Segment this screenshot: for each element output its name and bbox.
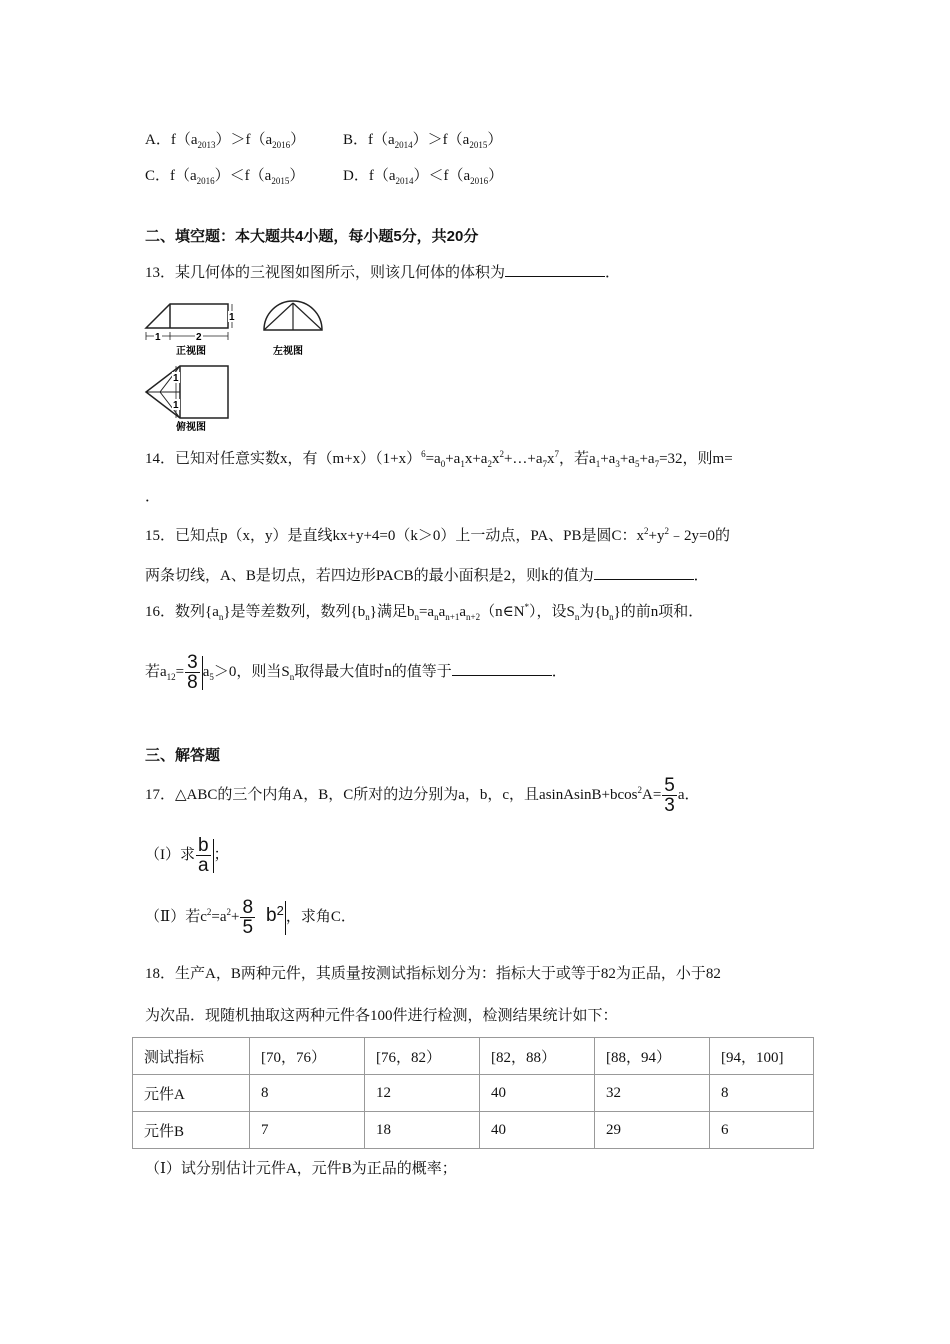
option-a-sub1: 2013 (197, 140, 216, 150)
question-18-line1: 18．生产A，B两种元件，其质量按测试指标划分为：指标大于或等于82为正品，小于82 (145, 966, 721, 982)
dim-1: 1 (155, 332, 161, 343)
question-14: 14．已知对任意实数x，有$(m+x)(1+x)^6=a_0+a_1x+a_2x^2+\dots+a_7x^7$，若$a_1+a_3+a_5+a_7=32$，则m= (145, 449, 733, 469)
table-header-cell: [88，94） (595, 1038, 710, 1075)
option-b-mid: ）＞f（a (412, 132, 470, 148)
option-b-sub1: 2014 (394, 140, 413, 150)
table-cell: 18 (365, 1112, 480, 1149)
question-18-part1: （Ⅰ）试分别估计元件A，元件B为正品的概率； (145, 1161, 457, 1177)
option-c-letter: C． (145, 168, 171, 184)
dim-height: 1 (229, 312, 235, 323)
question-13-text: 13．某几何体的三视图如图所示，则该几何体的体积为 (145, 265, 506, 281)
table-cell: 8 (710, 1075, 814, 1112)
three-view-figure (140, 298, 340, 434)
dim-2: 2 (196, 332, 202, 343)
side-view-label: 左视图 (273, 346, 303, 357)
table-header-cell: [82，88） (480, 1038, 595, 1075)
question-17-part2: （Ⅱ）若$c^2=a^2+$ $\frac{8}{5}$ $b^2$ ，求角C． (145, 897, 356, 938)
front-view-outline (146, 304, 228, 328)
question-17-part1: （I）求 $\frac{b}{a}$ ； (145, 835, 229, 876)
option-d-letter: D． (343, 168, 369, 184)
option-d-text: f（a (368, 168, 396, 184)
table-header-cell: 测试指标 (133, 1038, 250, 1075)
fraction-5-3: $\frac{5}{3}$ (664, 775, 675, 816)
table-cell: 6 (710, 1112, 814, 1149)
question-16: 16．数列$\{a_n\}$是等差数列，数列$\{b_n\}$满足$b_n=a_na_{n+1}a_{n+2}(n\in N^*)$，设$S_n$为$\{b_n\}$的前n项和． (145, 602, 704, 622)
option-d-sub2: 2016 (470, 176, 489, 186)
table-header-cell: [70，76） (250, 1038, 365, 1075)
table-cell: 元件B (133, 1112, 250, 1149)
top-view-label: 俯视图 (176, 422, 206, 433)
question-15: 15．已知点p（x，y）是直线kx+y+4=0（k＞0）上一动点，PA、PB是圆C：$x^2+y^2﹣2y=0$的 (145, 526, 730, 544)
option-a-text: f（a (170, 132, 198, 148)
option-b-text: f（a (368, 132, 395, 148)
dim-top-2: 1 (173, 400, 179, 411)
table-cell: 32 (595, 1075, 710, 1112)
option-b-sub2: 2015 (469, 140, 488, 150)
fraction-b-a: $\frac{b}{a}$ (198, 835, 209, 876)
option-c (145, 164, 304, 186)
option-c-sub2: 2015 (271, 176, 290, 186)
table-cell: 12 (365, 1075, 480, 1112)
table-header-cell: [94，100] (710, 1038, 814, 1075)
option-a-end: ） (290, 132, 306, 148)
option-d-mid: ）＜f（a (413, 168, 471, 184)
fraction-8-5: $\frac{8}{5}$ (242, 897, 254, 938)
section-3-title: 三、解答题 (145, 747, 221, 764)
table-cell: 7 (250, 1112, 365, 1149)
option-a (145, 128, 305, 150)
option-b-end: ） (487, 132, 503, 148)
top-view (146, 366, 228, 433)
option-c-mid: ）＜f（a (214, 168, 272, 184)
question-13 (145, 261, 620, 282)
results-table (132, 1037, 814, 1149)
table-row (133, 1112, 814, 1149)
option-d (343, 164, 503, 186)
dim-top-1: 1 (173, 373, 179, 384)
table-header-cell: [76，82） (365, 1038, 480, 1075)
table-header-row (133, 1038, 814, 1075)
question-16-line2: 若$a_{12}=$ $\frac{3}{8}$ $a_5>0$，则当$S_n$取得最大值时n的值等于 ． (145, 652, 567, 693)
table-cell: 8 (250, 1075, 365, 1112)
option-c-end: ） (289, 168, 305, 184)
option-b-letter: B． (343, 132, 369, 148)
table-cell: 40 (480, 1075, 595, 1112)
fraction-3-8: $\frac{3}{8}$ (187, 652, 198, 693)
option-c-sub1: 2016 (196, 176, 215, 186)
table-row (133, 1075, 814, 1112)
side-view (264, 301, 322, 357)
table-cell: 元件A (133, 1075, 250, 1112)
question-17: 17．△ABC的三个内角A，B，C所对的边分别为a，b，c，且asinAsinB+bcos$^2$A= $\frac{5}{3}$ a． (145, 775, 700, 816)
option-a-sub2: 2016 (272, 140, 291, 150)
front-view-label: 正视图 (176, 346, 206, 357)
option-b (343, 128, 502, 150)
option-a-letter: A． (145, 132, 171, 148)
question-13-period: ． (605, 265, 621, 281)
answer-blank[interactable] (594, 565, 694, 580)
question-14-line2: ． (145, 489, 161, 505)
front-view (146, 304, 236, 357)
section-2-title: 二、填空题：本大题共4小题，每小题5分，共20分 (145, 228, 479, 245)
option-c-text: f（a (170, 168, 197, 184)
question-18-line2: 为次品．现随机抽取这两种元件各100件进行检测，检测结果统计如下： (145, 1008, 618, 1024)
answer-blank[interactable] (505, 262, 605, 277)
question-15-line2: 两条切线，A、B是切点，若四边形PACB的最小面积是2，则k的值为 ． (145, 564, 709, 585)
table-cell: 29 (595, 1112, 710, 1149)
option-d-sub1: 2014 (395, 176, 414, 186)
option-d-end: ） (488, 168, 504, 184)
option-a-mid: ）＞f（a (215, 132, 273, 148)
answer-blank[interactable] (452, 661, 552, 676)
table-cell: 40 (480, 1112, 595, 1149)
